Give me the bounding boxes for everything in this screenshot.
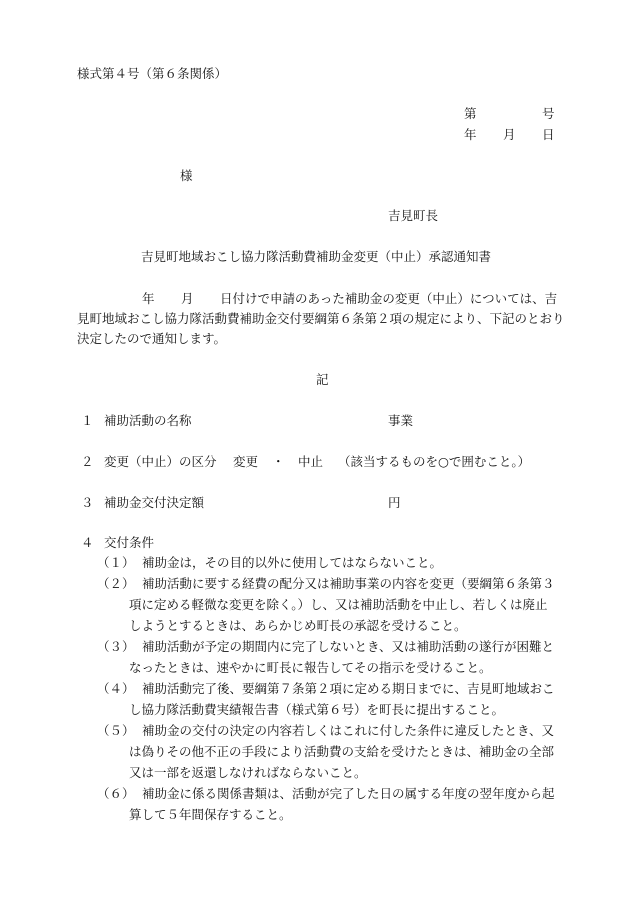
addressee-suffix: 様: [180, 168, 193, 183]
date-year: 年: [464, 127, 477, 142]
date-day: 日: [542, 127, 555, 142]
item-number: ３: [81, 495, 94, 510]
condition-line: 補助活動完了後、要綱第７条第２項に定める期日までに、吉見町地域おこ: [142, 681, 555, 696]
condition-number: （５）: [97, 723, 135, 738]
body-line-1: 日付けで申請のあった補助金の変更（中止）については、吉: [220, 291, 558, 306]
body-month: 月: [181, 291, 194, 306]
item-number: １: [81, 413, 94, 428]
condition-line: なったときは、速やかに町長に報告してその指示を受けること。: [129, 660, 492, 675]
option-note: （該当するものを○で囲むこと。）: [338, 454, 531, 469]
condition-line: 補助活動に要する経費の配分又は補助事業の内容を変更（要綱第６条第３: [142, 576, 555, 591]
condition-line: し協力隊活動費実績報告書（様式第６号）を町長に提出すること。: [129, 702, 505, 717]
condition-number: （３）: [97, 639, 135, 654]
condition-line: 補助活動が予定の期間内に完了しないとき、又は補助活動の遂行が困難と: [142, 639, 555, 654]
condition-line: 又は一部を返還しなければならないこと。: [129, 765, 367, 780]
ki-heading: 記: [316, 372, 329, 387]
condition-number: （４）: [97, 681, 135, 696]
issuer: 吉見町長: [388, 208, 439, 223]
item-label: 変更（中止）の区分: [104, 454, 217, 469]
item-number: ４: [81, 535, 94, 550]
date-month: 月: [503, 127, 516, 142]
option-separator: ・: [272, 454, 285, 469]
body-line-2: 見町地域おこし協力隊活動費補助金交付要綱第６条第２項の規定により、下記のとおり: [77, 311, 565, 326]
condition-line: 項に定める軽微な変更を除く。）し、又は補助活動を中止し、若しくは廃止: [129, 597, 548, 612]
body-line-3: 決定したので通知します。: [77, 331, 227, 346]
condition-number: （１）: [97, 555, 135, 570]
item-label: 補助金交付決定額: [104, 495, 205, 510]
option-change: 変更: [233, 454, 259, 469]
item-label: 補助活動の名称: [104, 413, 192, 428]
document-title: 吉見町地域おこし協力隊活動費補助金変更（中止）承認通知書: [141, 249, 492, 264]
condition-line: 補助金の交付の決定の内容若しくはこれに付した条件に違反したとき、又: [142, 723, 555, 738]
condition-line: 補助金は，その目的以外に使用してはならないこと。: [142, 555, 443, 570]
condition-number: （６）: [97, 786, 135, 801]
body-year: 年: [142, 291, 155, 306]
ref-number-go: 号: [542, 106, 555, 121]
condition-line: 算して５年間保存すること。: [129, 807, 292, 822]
condition-line: 補助金に係る関係書類は、活動が完了した日の属する年度の翌年度から起: [142, 786, 555, 801]
condition-line: しようとするときは、あらかじめ町長の承認を受けること。: [129, 618, 467, 633]
condition-line: は偽りその他不正の手段により活動費の支給を受けたときは、補助金の全部: [129, 744, 555, 759]
item-number: ２: [81, 454, 94, 469]
item-value: 円: [388, 495, 401, 510]
form-label: 様式第４号（第６条関係）: [77, 66, 228, 81]
option-cancel: 中止: [298, 454, 324, 469]
item-label: 交付条件: [104, 535, 155, 550]
condition-number: （２）: [97, 576, 135, 591]
ref-number-dai: 第: [464, 106, 477, 121]
item-value: 事業: [388, 413, 414, 428]
